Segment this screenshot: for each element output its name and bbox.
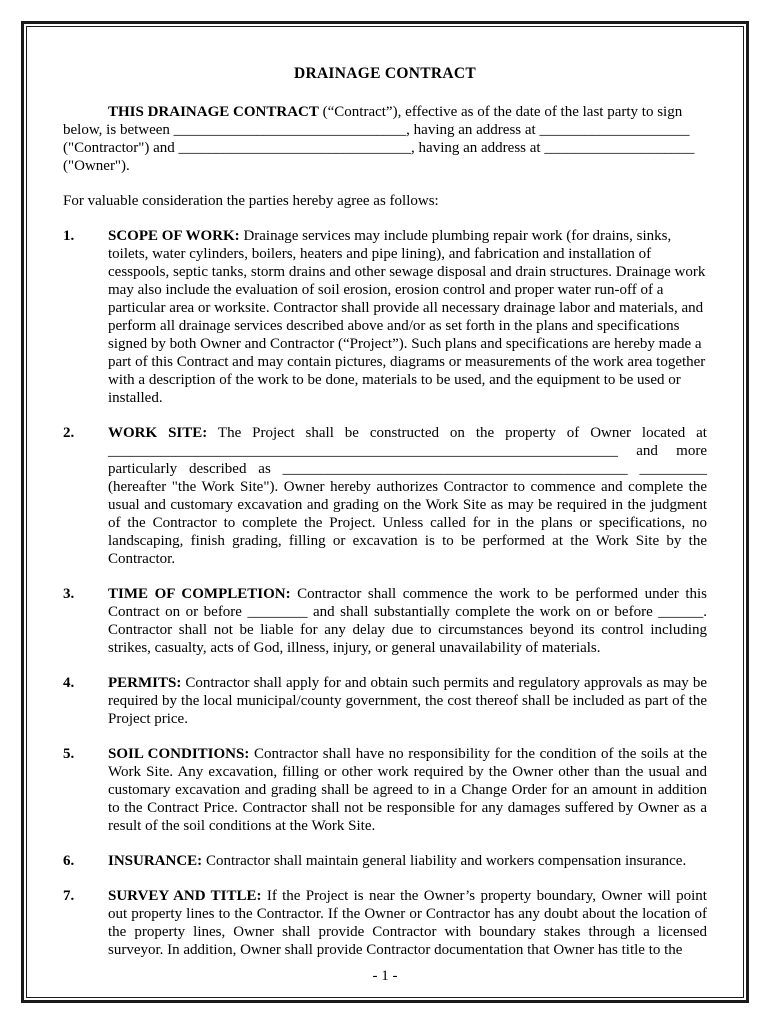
section-heading: SCOPE OF WORK: [108,228,240,244]
section-heading: INSURANCE: [108,853,203,869]
document-title: DRAINAGE CONTRACT [293,65,477,82]
section-heading: SURVEY AND TITLE: [108,888,262,904]
section-number: 3. [63,586,75,602]
section-insurance [63,852,707,870]
section-body [108,585,707,657]
section-heading: SOIL CONDITIONS: [108,746,250,762]
section-number: 5. [63,746,75,762]
section-body [108,887,707,959]
section-number: 7. [63,888,75,904]
section-permits [63,674,707,728]
section-survey-and-title [63,887,707,959]
section-body [108,424,707,568]
intro-text: (“Contract”), effective as of the date of the last party to sign below, is between _______________________________, having an address at ____________________ ("Contractor") and _______________________________, having an address at ____________________ ("Owner"). [63,104,695,174]
page-number: - 1 - [372,968,398,984]
section-number: 6. [63,853,75,869]
intro-bold-lead: THIS DRAINAGE CONTRACT [108,104,319,120]
section-body [108,674,707,728]
section-body [108,227,707,407]
document-content [27,27,743,997]
section-number: 1. [63,228,75,244]
section-text: If the Project is near the Owner’s property boundary, Owner will point out property lines to the Contractor. If the Owner or Contractor has any doubt about the location of the property lines, Owner shall provide Contractor with boundary stakes through a licensed surveyor. In addition, Owner shall provide Contractor documentation that Owner has title to the [108,888,707,958]
lead-in-paragraph: For valuable consideration the parties hereby agree as follows: [63,193,439,209]
section-heading: WORK SITE: [108,425,208,441]
section-soil-conditions [63,745,707,835]
intro-paragraph [63,103,707,175]
section-time-of-completion [63,585,707,657]
section-text: Contractor shall apply for and obtain such permits and regulatory approvals as may be required by the local municipal/county government, the cost thereof shall be included as part of the Project price. [108,675,707,727]
section-body [108,745,707,835]
section-body [108,852,707,870]
section-text: Contractor shall maintain general liability and workers compensation insurance. [202,853,687,869]
section-text: Contractor shall commence the work to be performed under this Contract on or before ________ and shall substantially complete the work on or before ______. Contractor shall not be liable for any delay due to circumstances beyond its control including strikes, casualty, acts of God, illness, injury, or general unavailability of materials. [108,586,707,656]
section-heading: TIME OF COMPLETION: [108,586,291,602]
section-number: 4. [63,675,75,691]
section-work-site [63,424,707,568]
page-border-inner [26,26,744,998]
section-heading: PERMITS: [108,675,182,691]
section-text: The Project shall be constructed on the property of Owner located at ____________________________________________________________________ and more particularly described as ______________________________________________ _________ (hereafter "the Work Site"). Owner hereby authorizes Contractor to commence and complete the usual and customary excavation and grading on the Work Site as may be required in the judgment of the Contractor to complete the Project. Unless called for in the plans or specifications, no landscaping, finish grading, filling or excavation is to be performed at the Work Site by the Contractor. [108,425,707,567]
page-border-outer [21,21,749,1003]
section-number: 2. [63,425,75,441]
section-text: Drainage services may include plumbing repair work (for drains, sinks, toilets, water cylinders, boilers, heaters and pipe lining), and fabrication and installation of cesspools, septic tanks, storm drains and other sewage disposal and drain structures. Drainage work may also include the evaluation of soil erosion, erosion control and proper water run-off of a particular area or worksite. Contractor shall provide all necessary drainage labor and materials, and perform all drainage services described above and/or as set forth in the plans and specifications signed by both Owner and Contractor (“Project”). Such plans and specifications are hereby made a part of this Contract and may contain pictures, diagrams or measurements of the work area together with a description of the work to be done, materials to be used, and the equipment to be used or installed. [108,228,706,406]
section-text: Contractor shall have no responsibility for the condition of the soils at the Work Site. Any excavation, filling or other work required by the Owner other than the usual and customary excavation and grading shall be agreed to in a Change Order for an amount in addition to the Contract Price. Contractor shall not be responsible for any damages suffered by Owner as a result of the soil conditions at the Work Site. [108,746,707,834]
section-scope-of-work [63,227,707,407]
